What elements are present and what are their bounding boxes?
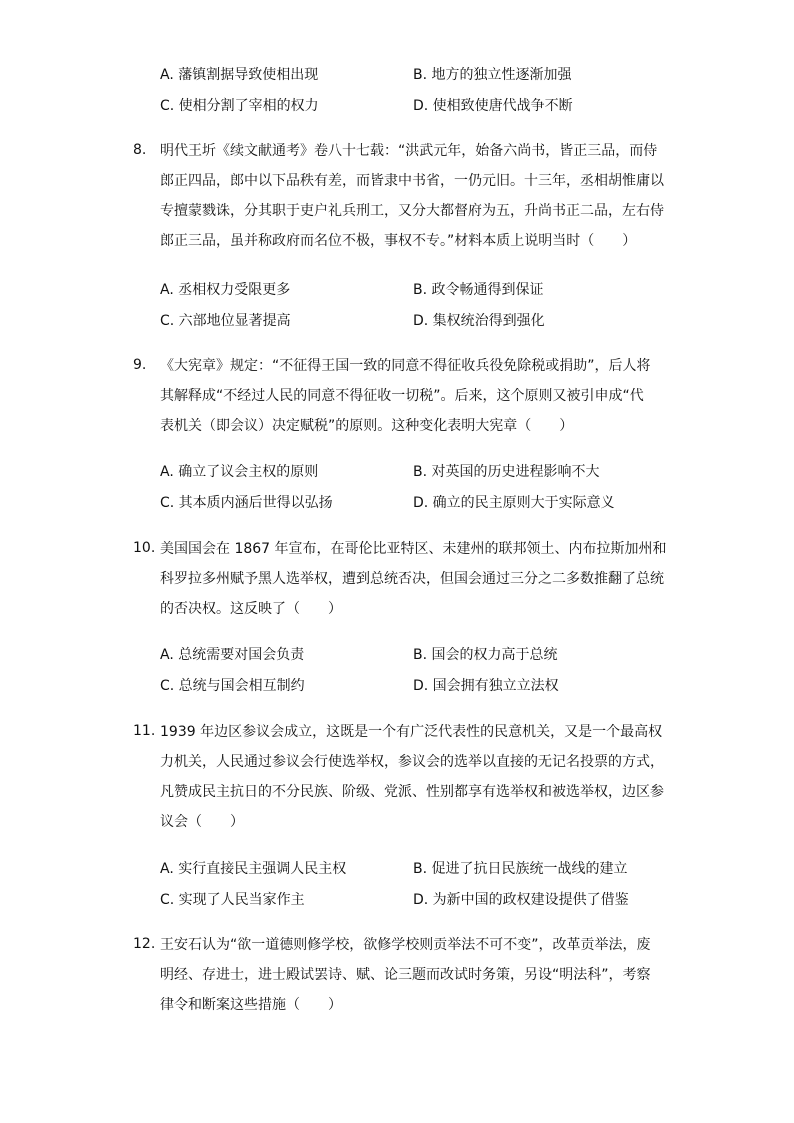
q10-option-b[interactable]: B. 国会的权力高于总统	[413, 647, 558, 663]
question-number: 12.	[133, 936, 156, 952]
question-number: 11.	[133, 723, 156, 739]
question-number: 8.	[133, 142, 147, 158]
question-9	[133, 357, 673, 457]
question-text-line: 的否决权。这反映了（ ）	[160, 601, 342, 617]
q9-option-c[interactable]: C. 其本质内涵后世得以弘扬	[160, 495, 333, 511]
q9-option-d[interactable]: D. 确立的民主原则大于实际意义	[413, 495, 615, 511]
q10-option-a[interactable]: A. 总统需要对国会负责	[160, 647, 305, 663]
question-text-line: 专擅蒙戮诛，分其职于吏户礼兵刑工，又分大都督府为五，升尚书正二品，左右侍	[160, 203, 664, 219]
q11-option-b[interactable]: B. 促进了抗日民族统一战线的建立	[413, 861, 628, 877]
question-text-line: 郎正四品，郎中以下品秩有差，而皆隶中书省，一仍元旧。十三年，丞相胡惟庸以	[160, 173, 664, 189]
prev-option-a[interactable]: A. 藩镇割据导致使相出现	[160, 67, 319, 83]
prev-option-c[interactable]: C. 使相分割了宰相的权力	[160, 98, 319, 114]
question-text-line: 议会（ ）	[160, 814, 244, 830]
prev-option-b[interactable]: B. 地方的独立性逐渐加强	[413, 67, 572, 83]
question-text-line: 其解释成“不经过人民的同意不得征收一切税”。后来，这个原则又被引申成“代	[160, 388, 644, 404]
question-8	[133, 142, 673, 282]
q10-option-d[interactable]: D. 国会拥有独立立法权	[413, 678, 559, 694]
q11-option-c[interactable]: C. 实现了人民当家作主	[160, 892, 305, 908]
question-text-line: 力机关，人民通过参议会行使选举权，参议会的选举以直接的无记名投票的方式，	[160, 754, 664, 770]
question-text-line: 律令和断案这些措施（ ）	[160, 997, 342, 1013]
q8-option-c[interactable]: C. 六部地位显著提高	[160, 313, 291, 329]
question-number: 10.	[133, 540, 156, 556]
question-text-line: 美国国会在 1867 年宣布，在哥伦比亚特区、未建州的联邦领土、内布拉斯加州和	[160, 541, 667, 557]
question-text-line: 王安石认为“欲一道德则修学校，欲修学校则贡举法不可不变”，改革贡举法，废	[160, 937, 651, 953]
question-text-line: 1939 年边区参议会成立，这既是一个有广泛代表性的民意机关，又是一个最高权	[160, 724, 663, 740]
question-12	[133, 936, 673, 1036]
question-text-line: 郎正三品，虽并称政府而名位不极，事权不专。”材料本质上说明当时（ ）	[160, 233, 637, 249]
q9-option-a[interactable]: A. 确立了议会主权的原则	[160, 464, 319, 480]
question-text-line: 表机关（即会议）决定赋税”的原则。这种变化表明大宪章（ ）	[160, 418, 574, 434]
question-text-line: 《大宪章》规定：“不征得王国一致的同意不得征收兵役免除税或捐助”，后人将	[160, 358, 651, 374]
question-number: 9.	[133, 357, 147, 373]
question-text-line: 明经、存进士，进士殿试罢诗、赋、论三题而改试时务策，另设“明法科”，考察	[160, 967, 651, 983]
question-11	[133, 723, 673, 853]
question-10	[133, 540, 673, 640]
q11-option-a[interactable]: A. 实行直接民主强调人民主权	[160, 861, 347, 877]
q8-option-a[interactable]: A. 丞相权力受限更多	[160, 282, 291, 298]
prev-option-d[interactable]: D. 使相致使唐代战争不断	[413, 98, 573, 114]
q9-option-b[interactable]: B. 对英国的历史进程影响不大	[413, 464, 600, 480]
q8-option-d[interactable]: D. 集权统治得到强化	[413, 313, 545, 329]
question-text-line: 科罗拉多州赋予黑人选举权，遭到总统否决，但国会通过三分之二多数推翻了总统	[160, 571, 664, 587]
question-text-line: 凡赞成民主抗日的不分民族、阶级、党派、性别都享有选举权和被选举权，边区参	[160, 784, 664, 800]
q10-option-c[interactable]: C. 总统与国会相互制约	[160, 678, 305, 694]
question-text-line: 明代王圻《续文献通考》卷八十七载：“洪武元年，始备六尚书，皆正三品，而侍	[160, 143, 658, 159]
q11-option-d[interactable]: D. 为新中国的政权建设提供了借鉴	[413, 892, 629, 908]
q8-option-b[interactable]: B. 政令畅通得到保证	[413, 282, 544, 298]
